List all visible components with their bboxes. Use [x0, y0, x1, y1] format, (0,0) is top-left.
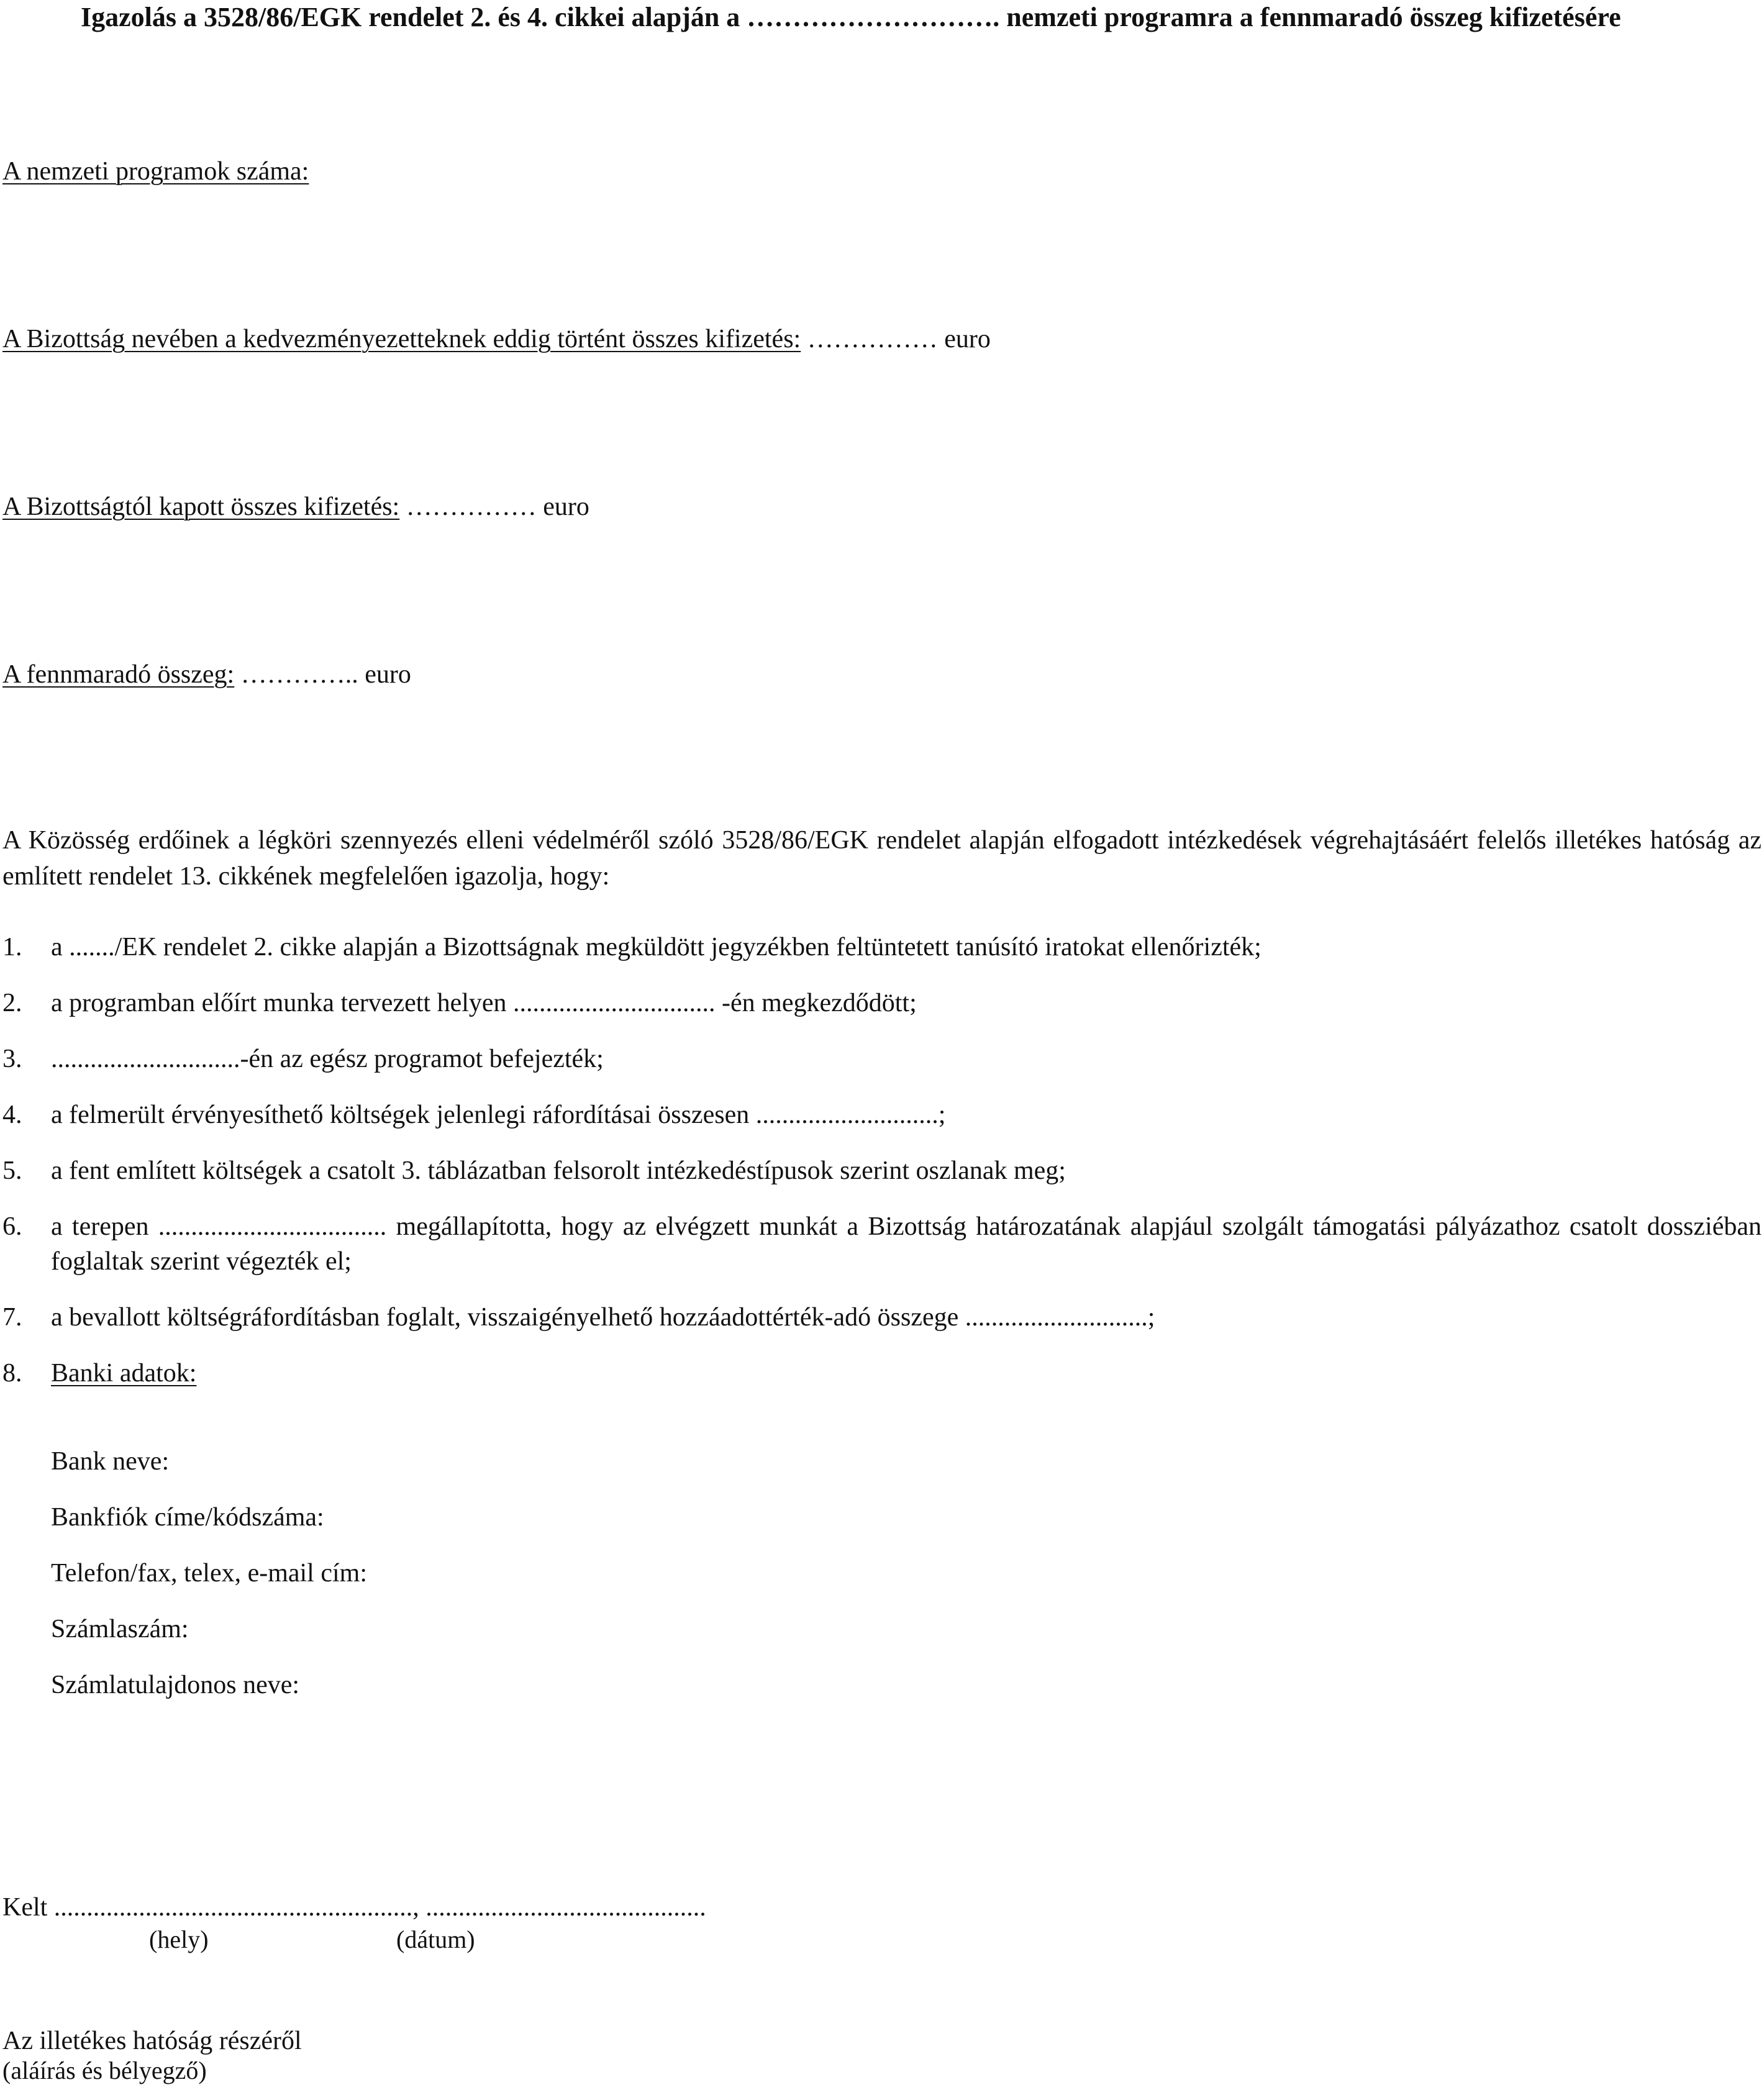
remaining-amount-field: [2, 657, 411, 692]
bank-branch-label: Bankfiók címe/kódszáma:: [51, 1503, 324, 1532]
list-item-number: 6.: [2, 1212, 22, 1241]
place-caption: (hely): [149, 1925, 209, 1953]
commission-payments-field: [2, 322, 991, 357]
received-payments-field: [2, 489, 589, 524]
list-item-number: 1.: [2, 933, 22, 961]
programs-number-field: [2, 154, 309, 189]
list-item-text: .............................-én az egész programot befejezték;: [51, 1045, 604, 1073]
list-item-number: 3.: [2, 1045, 22, 1073]
received-payments-label: A Bizottságtól kapott összes kifizetés:: [2, 493, 400, 521]
list-item-text: a bevallott költségráfordításban foglalt, visszaigényelhető hozzáadottérték-adó összege ............................;: [51, 1303, 1155, 1332]
sign-stamp-caption: (aláírás és bélyegző): [2, 2056, 207, 2084]
list-item-number: 4.: [2, 1101, 22, 1129]
list-item-text: a terepen ................................... megállapította, hogy az elvégzett munkát a Bizottság határozatának alapjául szolgált támogatási pályázathoz csatolt dossziéban foglaltak szerint végezték el;: [51, 1212, 1762, 1276]
bank-details-heading: Banki adatok:: [51, 1359, 197, 1388]
programs-number-label: A nemzeti programok száma:: [2, 157, 309, 186]
bank-contact-label: Telefon/fax, telex, e-mail cím:: [51, 1559, 368, 1588]
bank-name-label: Bank neve:: [51, 1447, 170, 1476]
list-item: [2, 1042, 1762, 1076]
list-item: [2, 1097, 1762, 1132]
certification-paragraph: A Közösség erdőinek a légköri szennyezés elleni védelméről szóló 3528/86/EGK rendelet alapján elfogadott intézkedések végrehajtásáért felelős illetékes hatóság az említett rendelet 13. cikkének megfelelően igazolja, hogy:: [2, 826, 1762, 891]
list-item-text: a felmerült érvényesíthető költségek jelenlegi ráfordításai összesen ............................;: [51, 1101, 946, 1129]
list-item-text: a programban előírt munka tervezett helyen ............................... -én megkezdődött;: [51, 989, 917, 1017]
list-item: [2, 986, 1762, 1020]
account-holder-label: Számlatulajdonos neve:: [51, 1671, 300, 1699]
commission-payments-value: …………… euro: [801, 325, 991, 353]
list-item-number: 5.: [2, 1156, 22, 1185]
list-item-number: 8.: [2, 1359, 22, 1388]
remaining-amount-label: A fennmaradó összeg:: [2, 660, 235, 689]
list-item-text: a ......./EK rendelet 2. cikke alapján a Bizottságnak megküldött jegyzékben feltüntetett tanúsító iratokat ellenőrizték;: [51, 933, 1262, 961]
remaining-amount-value: ………….. euro: [234, 660, 411, 689]
list-item-number: 7.: [2, 1303, 22, 1332]
list-item: [2, 930, 1762, 965]
document-title: Igazolás a 3528/86/EGK rendelet 2. és 4. cikkei alapján a ………………………. nemzeti programra a fennmaradó összeg kifizetésére: [81, 2, 1621, 32]
account-number-label: Számlaszám:: [51, 1615, 189, 1643]
list-item-number: 2.: [2, 989, 22, 1017]
kelt-line: Kelt ......................................................., ...........................................: [2, 1893, 706, 1922]
list-item-text: a fent említett költségek a csatolt 3. táblázatban felsorolt intézkedéstípusok szerint oszlanak meg;: [51, 1156, 1066, 1185]
list-item: [2, 1356, 1762, 1391]
received-payments-value: …………… euro: [399, 493, 589, 521]
list-item: [2, 1153, 1762, 1188]
list-item: [2, 1209, 1762, 1279]
authority-label: Az illetékes hatóság részéről: [2, 2027, 302, 2055]
commission-payments-label: A Bizottság nevében a kedvezményezetteknek eddig történt összes kifizetés:: [2, 325, 801, 353]
date-caption: (dátum): [396, 1925, 475, 1953]
list-item: [2, 1300, 1762, 1335]
